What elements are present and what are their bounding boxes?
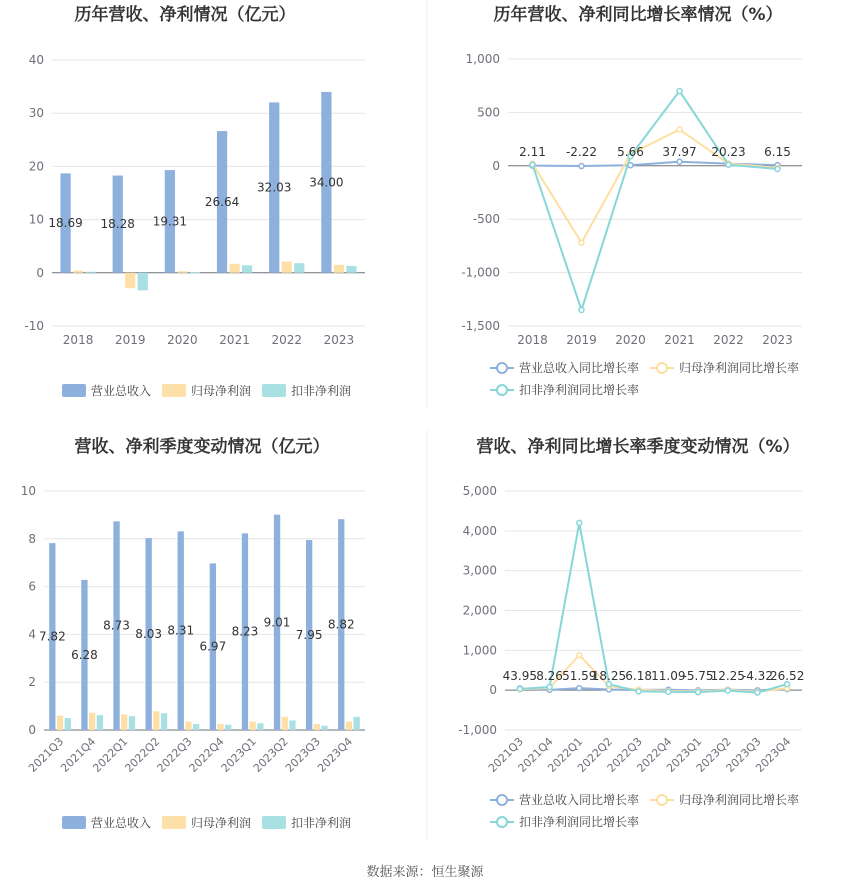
bar-deducted-profit — [289, 720, 295, 730]
x-tick-label: 2023Q3 — [282, 734, 323, 775]
line-data-label: 51.59 — [562, 669, 597, 684]
bar-data-label: 8.03 — [135, 627, 163, 642]
bar-data-label: 8.31 — [167, 623, 195, 638]
legend-label: 归母净利润同比增长率 — [679, 793, 800, 807]
x-tick-label: 2022Q4 — [634, 734, 675, 775]
legend-swatch — [262, 816, 286, 829]
series-point — [775, 167, 780, 172]
x-tick-label: 2022Q3 — [604, 734, 645, 775]
y-tick-label: -10 — [24, 319, 44, 333]
line-data-label: 12.25 — [710, 669, 745, 684]
series-line-deducted-growth — [520, 523, 787, 693]
line-data-label: 26.52 — [769, 669, 805, 684]
bar-net-profit — [249, 722, 255, 730]
legend-label: 营业总收入 — [91, 816, 152, 830]
chart-title-quarter-line: 营收、净利同比增长率季度变动情况（%） — [476, 437, 800, 457]
series-point — [547, 684, 552, 689]
legend-label: 扣非净利润 — [291, 384, 352, 398]
bar-data-label: 34.00 — [309, 175, 344, 190]
legend-label: 营业总收入同比增长率 — [519, 793, 640, 807]
y-tick-label: 10 — [28, 212, 44, 227]
quarterly-growth-line-chart — [458, 484, 804, 829]
bar-net-profit — [153, 711, 159, 730]
bar-data-label: 8.73 — [103, 618, 130, 633]
legend-label: 归母净利润 — [191, 816, 252, 830]
x-tick-label: 2021Q3 — [26, 734, 67, 775]
y-tick-label: 5,000 — [462, 484, 497, 498]
bar-deducted-profit — [257, 723, 263, 730]
y-tick-label: 4 — [28, 627, 36, 642]
chart-title-annual-bar: 历年营收、净利情况（亿元） — [74, 5, 296, 25]
y-tick-label: 1,000 — [462, 643, 497, 658]
x-tick-label: 2022Q1 — [545, 734, 586, 775]
line-data-label: 6.15 — [764, 144, 791, 159]
series-point — [677, 159, 682, 164]
bar-data-label: 6.28 — [71, 647, 98, 662]
series-point — [577, 653, 582, 658]
x-tick-label: 2023 — [323, 333, 355, 347]
bar-net-profit — [89, 713, 95, 730]
series-point — [579, 164, 584, 169]
y-tick-label: 6 — [28, 579, 36, 594]
x-tick-label: 2022 — [271, 333, 303, 347]
bar-deducted-profit — [225, 725, 231, 730]
x-tick-label: 2022Q2 — [122, 734, 163, 775]
y-tick-label: 1,000 — [465, 52, 500, 66]
series-point — [666, 689, 671, 694]
y-tick-label: -1,000 — [458, 723, 497, 737]
x-tick-label: 2023Q2 — [250, 734, 291, 775]
y-tick-label: 8 — [28, 531, 36, 546]
x-tick-label: 2023Q4 — [315, 734, 356, 775]
bar-net-profit — [125, 273, 135, 288]
bar-net-profit — [282, 717, 288, 730]
line-data-label: 8.26 — [536, 669, 563, 684]
chart-title-quarter-bar: 营收、净利季度变动情况（亿元） — [74, 437, 330, 457]
x-tick-label: 2018 — [517, 333, 548, 347]
x-tick-label: 2023Q3 — [723, 734, 764, 775]
legend-swatch — [262, 384, 286, 397]
annual-growth-line-chart — [461, 52, 802, 397]
y-tick-label: 20 — [28, 159, 44, 174]
y-tick-label: 40 — [28, 53, 44, 67]
series-point — [636, 689, 641, 694]
x-tick-label: 2020 — [167, 333, 198, 347]
bar-net-profit — [57, 716, 63, 730]
x-tick-label: 2023Q1 — [218, 734, 259, 775]
bar-deducted-profit — [353, 717, 359, 730]
bar-net-profit — [334, 265, 344, 273]
line-data-label: 43.95 — [502, 669, 538, 684]
line-data-label: -5.75 — [682, 669, 714, 684]
bar-deducted-profit — [97, 715, 103, 730]
bar-deducted-profit — [138, 273, 148, 291]
x-tick-label: 2021Q4 — [515, 734, 556, 775]
line-data-label: -4.32 — [741, 669, 773, 684]
bar-net-profit — [185, 722, 191, 730]
legend-swatch — [62, 384, 86, 397]
legend-label: 扣非净利润 — [291, 816, 352, 830]
line-data-label: 5.66 — [617, 144, 644, 159]
bar-deducted-profit — [85, 272, 95, 273]
bar-data-label: 7.95 — [295, 627, 323, 642]
bar-deducted-profit — [193, 724, 199, 730]
bar-data-label: 7.82 — [38, 629, 66, 644]
bar-deducted-profit — [129, 716, 135, 730]
legend-marker — [497, 385, 507, 395]
line-data-label: -2.22 — [565, 144, 598, 159]
y-tick-label: 0 — [492, 158, 500, 173]
legend-swatch — [62, 816, 86, 829]
legend-label: 归母净利润同比增长率 — [679, 361, 800, 375]
bar-deducted-profit — [242, 265, 252, 272]
y-tick-label: 30 — [28, 106, 44, 121]
legend-marker — [497, 363, 507, 373]
bar-data-label: 26.64 — [204, 194, 240, 209]
bar-data-label: 8.82 — [327, 617, 355, 632]
x-tick-label: 2022 — [713, 333, 744, 347]
bar-data-label: 6.97 — [199, 639, 227, 654]
bar-deducted-profit — [190, 272, 200, 273]
x-tick-label: 2018 — [62, 333, 94, 347]
x-tick-label: 2022Q2 — [575, 734, 616, 775]
annual-bar-chart — [24, 53, 365, 398]
x-tick-label: 2019 — [114, 333, 146, 347]
bar-deducted-profit — [321, 726, 327, 730]
y-tick-label: -1,000 — [461, 265, 500, 280]
legend-swatch — [162, 384, 186, 397]
y-tick-label: 0 — [36, 265, 44, 280]
bar-net-profit — [121, 714, 127, 730]
series-point — [579, 240, 584, 245]
bar-net-profit — [282, 262, 292, 273]
y-tick-label: -1,500 — [461, 319, 500, 333]
series-point — [517, 686, 522, 691]
series-line-deducted-growth — [533, 91, 778, 310]
bar-deducted-profit — [294, 263, 304, 273]
series-point — [725, 688, 730, 693]
bar-deducted-profit — [65, 718, 71, 730]
x-tick-label: 2023Q1 — [664, 734, 705, 775]
y-tick-label: 2,000 — [462, 603, 497, 618]
y-tick-label: 500 — [477, 105, 500, 120]
series-point — [755, 690, 760, 695]
x-tick-label: 2019 — [566, 333, 597, 347]
series-point — [696, 690, 701, 695]
bar-net-profit — [314, 724, 320, 730]
legend-label: 营业总收入 — [91, 384, 152, 398]
x-tick-label: 2020 — [615, 333, 646, 347]
bar-net-profit — [229, 264, 239, 273]
series-point — [579, 307, 584, 312]
legend-swatch — [162, 816, 186, 829]
x-tick-label: 2023Q2 — [693, 734, 734, 775]
bar-data-label: 18.28 — [100, 217, 135, 232]
line-data-label: 2.11 — [519, 144, 546, 159]
bar-deducted-profit — [161, 713, 167, 730]
line-data-label: 6.18 — [625, 669, 653, 684]
y-tick-label: 3,000 — [462, 563, 497, 578]
bar-net-profit — [177, 271, 187, 273]
bar-data-label: 19.31 — [152, 214, 188, 229]
series-point — [577, 686, 582, 691]
bar-net-profit — [73, 271, 83, 273]
data-source-note: 数据来源：恒生聚源 — [366, 865, 484, 880]
x-tick-label: 2021 — [664, 333, 695, 347]
x-tick-label: 2021 — [219, 333, 250, 347]
series-point — [577, 520, 582, 525]
line-data-label: 11.09 — [651, 669, 686, 684]
series-point — [677, 127, 682, 132]
line-data-label: 20.23 — [711, 144, 746, 159]
x-tick-label: 2023 — [762, 333, 793, 347]
chart-title-annual-line: 历年营收、净利同比增长率情况（%） — [493, 5, 783, 25]
bar-data-label: 32.03 — [257, 180, 292, 195]
legend-marker — [657, 363, 667, 373]
y-tick-label: 4,000 — [462, 523, 497, 538]
y-tick-label: 0 — [28, 723, 36, 737]
series-point — [530, 162, 535, 167]
x-tick-label: 2023Q4 — [753, 734, 794, 775]
legend-label: 营业总收入同比增长率 — [519, 361, 640, 375]
y-tick-label: 10 — [20, 484, 36, 498]
legend-marker — [657, 795, 667, 805]
line-data-label: 37.97 — [662, 144, 697, 159]
series-point — [726, 162, 731, 167]
legend-label: 扣非净利润同比增长率 — [519, 383, 640, 397]
x-tick-label: 2022Q3 — [154, 734, 195, 775]
x-tick-label: 2021Q4 — [58, 734, 99, 775]
quarterly-bar-chart — [21, 484, 365, 830]
y-tick-label: 0 — [489, 683, 497, 698]
x-tick-label: 2022Q4 — [186, 734, 227, 775]
legend-label: 归母净利润 — [191, 384, 252, 398]
y-tick-label: 2 — [28, 675, 36, 690]
bar-net-profit — [217, 724, 223, 730]
bar-data-label: 8.23 — [231, 624, 259, 639]
series-point — [677, 89, 682, 94]
legend-label: 扣非净利润同比增长率 — [519, 815, 640, 829]
bar-data-label: 18.69 — [48, 216, 83, 231]
legend-marker — [497, 795, 507, 805]
x-tick-label: 2022Q1 — [90, 734, 131, 775]
bar-data-label: 9.01 — [263, 615, 291, 630]
legend-marker — [497, 817, 507, 827]
line-data-label: 18.25 — [591, 669, 627, 684]
y-tick-label: -500 — [472, 212, 500, 227]
bar-deducted-profit — [346, 266, 356, 273]
x-tick-label: 2021Q3 — [485, 734, 526, 775]
bar-net-profit — [346, 722, 352, 730]
